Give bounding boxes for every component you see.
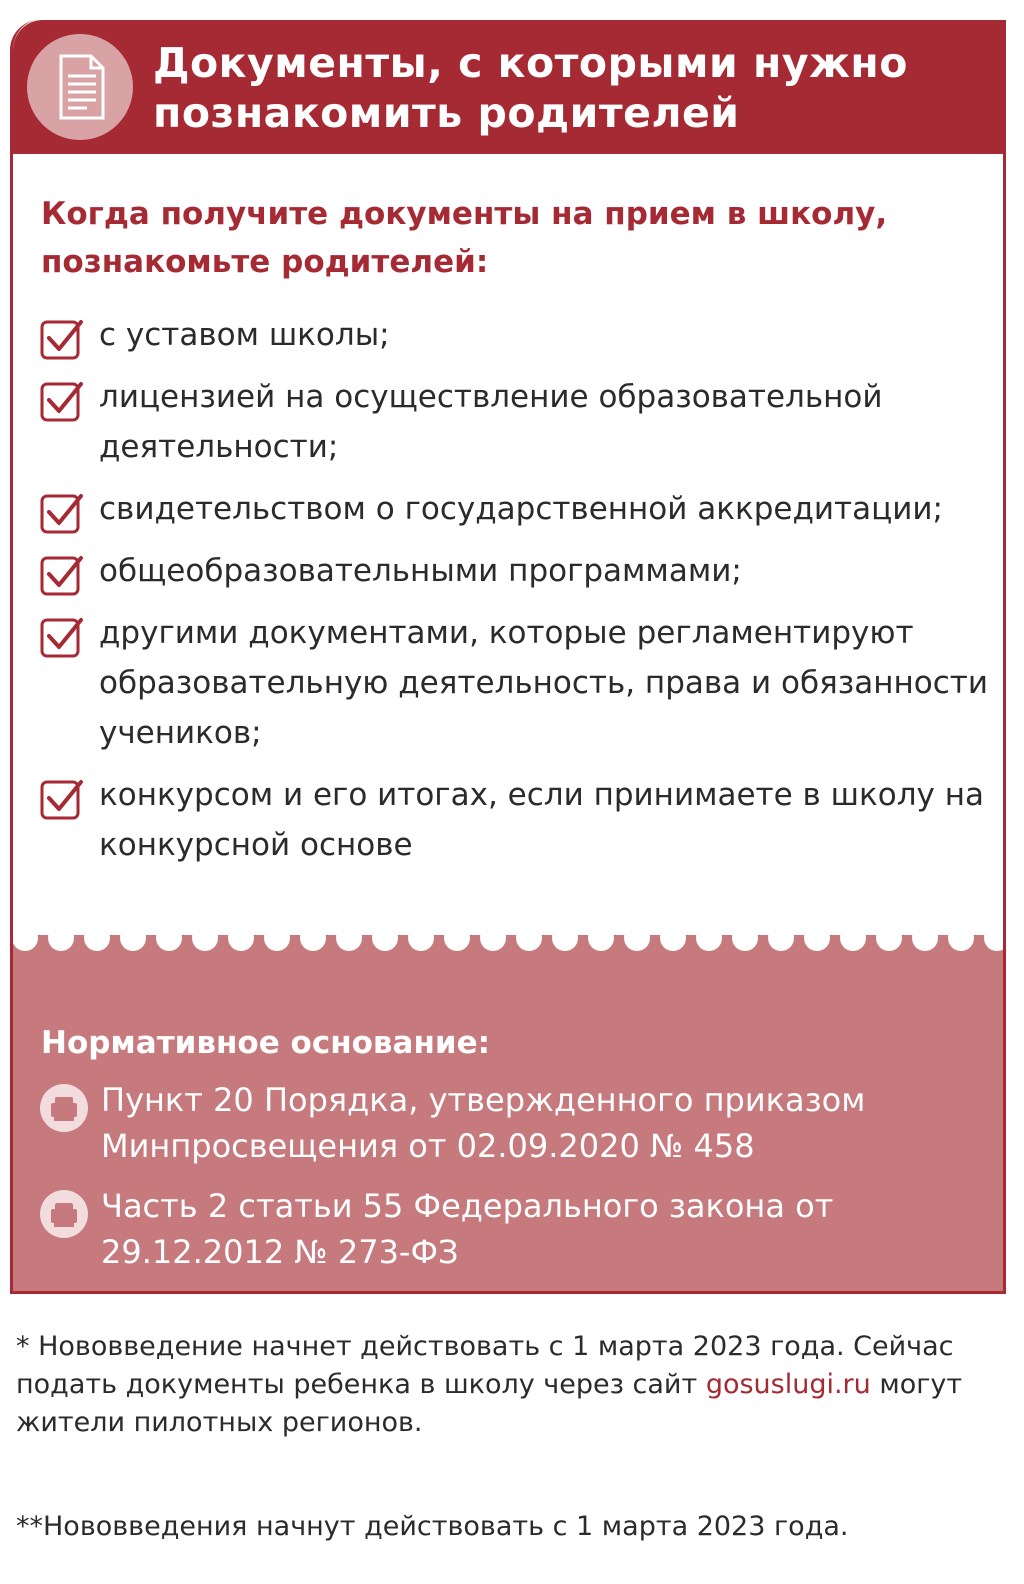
documents-list bbox=[37, 310, 997, 882]
card-header bbox=[13, 20, 1003, 154]
checkbox-check-icon bbox=[39, 316, 85, 362]
checkbox-check-icon bbox=[39, 776, 85, 822]
checkbox-check-icon bbox=[39, 552, 85, 598]
list-item bbox=[37, 546, 997, 596]
legal-basis-panel bbox=[13, 935, 1003, 1294]
list-item-text: свидетельством о государственной аккредитации; bbox=[99, 491, 943, 527]
footnote-first bbox=[16, 1328, 1006, 1442]
card-title: Документы, с которыми нужно познакомить родителей bbox=[153, 39, 908, 137]
intro-text: Когда получите документы на прием в школу, познакомьте родителей: bbox=[41, 196, 888, 280]
legal-basis-text: Пункт 20 Порядка, утвержденного приказом Минпросвещения от 02.09.2020 № 458 bbox=[101, 1081, 866, 1165]
checkbox-check-icon bbox=[39, 490, 85, 536]
list-item-text: лицензией на осуществление образовательной деятельности; bbox=[99, 379, 883, 465]
checkbox-check-icon bbox=[39, 378, 85, 424]
legal-basis-list bbox=[37, 1077, 987, 1289]
list-item bbox=[37, 608, 997, 758]
gosuslugi-link[interactable]: gosuslugi.ru bbox=[705, 1369, 871, 1400]
legal-basis-item bbox=[37, 1183, 987, 1275]
list-item-text: конкурсом и его итогах, если принимаете в школу на конкурсной основе bbox=[99, 777, 984, 863]
list-item bbox=[37, 484, 997, 534]
info-card bbox=[10, 20, 1006, 1294]
checkbox-check-icon bbox=[39, 614, 85, 660]
law-book-icon bbox=[39, 1189, 89, 1239]
list-item bbox=[37, 770, 997, 870]
scalloped-edge bbox=[13, 935, 1006, 965]
list-item-text: с уставом школы; bbox=[99, 317, 390, 353]
list-item bbox=[37, 310, 997, 360]
legal-basis-title: Нормативное основание: bbox=[41, 1025, 491, 1061]
list-item-text: другими документами, которые регламентируют образовательную деятельность, права и обязанности учеников; bbox=[99, 615, 988, 751]
law-book-icon bbox=[39, 1083, 89, 1133]
list-item-text: общеобразовательными программами; bbox=[99, 553, 742, 589]
footnote-first-text: * Нововведение начнет действовать с 1 марта 2023 года. Сейчас подать документы ребенка в школу через сайт bbox=[16, 1331, 954, 1400]
legal-basis-item bbox=[37, 1077, 987, 1169]
footnote-second: **Нововведения начнут действовать с 1 марта 2023 года. bbox=[16, 1511, 849, 1542]
list-item bbox=[37, 372, 997, 472]
legal-basis-text: Часть 2 статьи 55 Федерального закона от 29.12.2012 № 273-ФЗ bbox=[101, 1187, 834, 1271]
footnote-first-text-end: могут жители пилотных регионов. bbox=[16, 1369, 963, 1438]
document-icon bbox=[27, 34, 133, 140]
